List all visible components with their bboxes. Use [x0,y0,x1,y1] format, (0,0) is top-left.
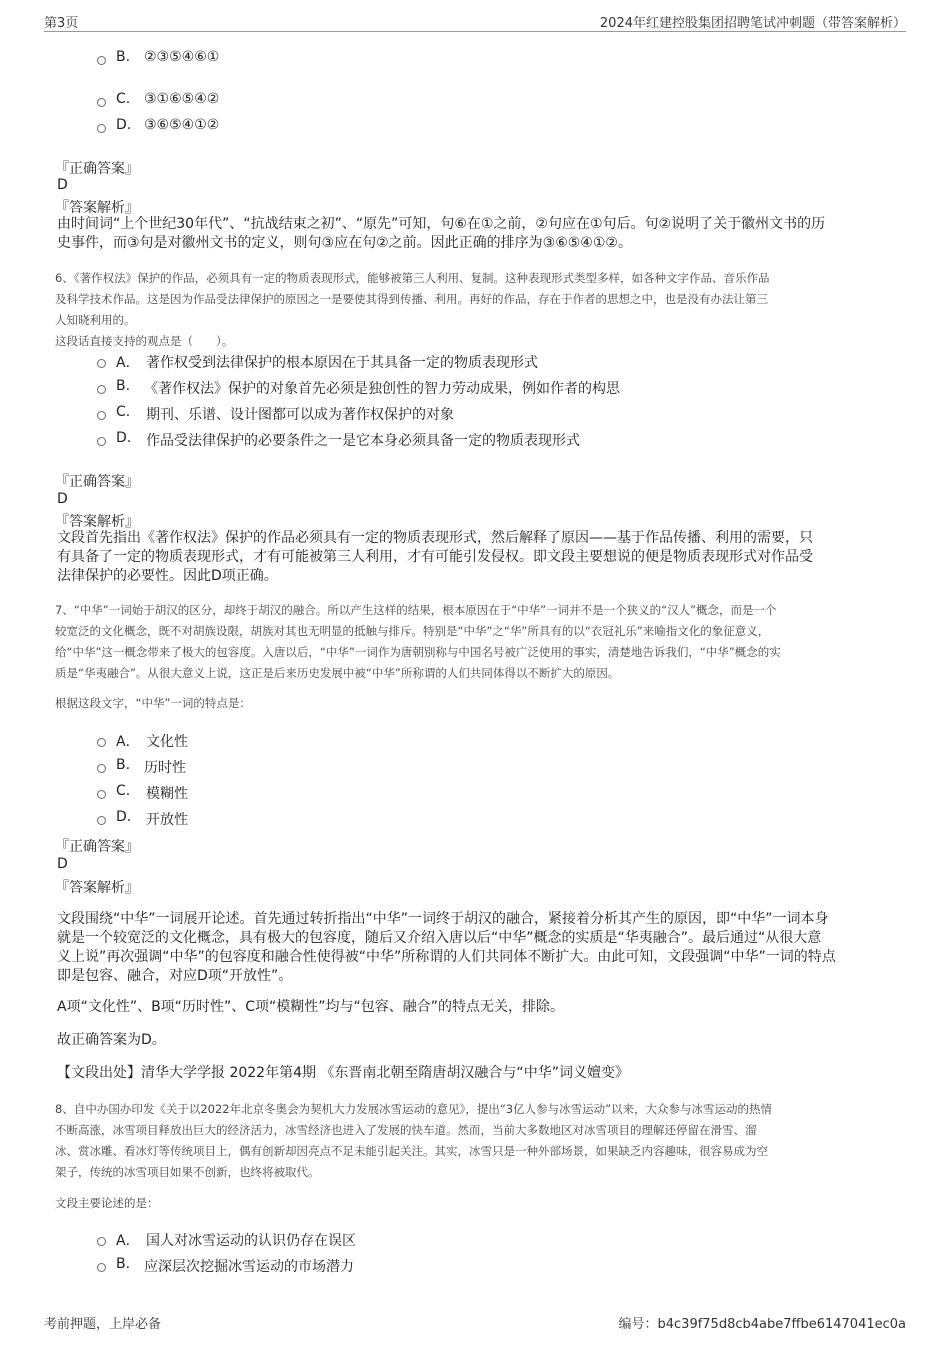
stem-line: 人知晓利用的。 [55,313,136,327]
analysis-label: 『答案解析』 [55,880,139,896]
q8-question: 文段主要论述的是： [55,1196,159,1210]
q8-stem [55,1099,772,1183]
radio-icon[interactable] [97,98,106,107]
option-text: 模糊性 [146,786,188,802]
footer-slogan: 考前押题，上岸必备 [44,1317,162,1332]
analysis-line: 史事件，而③句是对徽州文书的定义，则句③应在句②之前。因此正确的排序为③⑥⑤④①②。 [57,235,632,251]
analysis-line: 由时间词“上个世纪30年代”、“抗战结束之初”、“原先”可知，句⑥在①之前，②句应在①句后。句②说明了关于徽州文书的历 [57,216,826,232]
stem-line: 质是“华夷融合”。从很大意义上说，这正是后来历史发展中被“中华”所称谓的人们共同体得以不断扩大的原因。 [55,666,620,680]
option-letter: B. [116,49,131,65]
option-text: 应深层次挖掘冰雪运动的市场潜力 [144,1259,354,1275]
exclude-note: A项“文化性”、B项“历时性”、C项“模糊性”均与“包容、融合”的特点无关，排除。 [57,999,564,1015]
analysis-text [57,910,836,986]
q7-stem [55,600,781,684]
radio-icon[interactable] [97,1237,106,1246]
analysis-line: 就是一个较宽泛的文化概念，具有极大的包容度，随后又介绍入唐以后“中华”概念的实质是“华夷融合”。最后通过“从很大意 [57,930,822,946]
option-text: ③⑥⑤④①② [144,117,220,133]
option-text: ②③⑤④⑥① [144,49,220,65]
analysis-line: 法律保护的必要性。因此D项正确。 [57,568,278,584]
option-text: 开放性 [146,812,188,828]
stem-line: 7、“中华”一词始于胡汉的区分，却终于胡汉的融合。所以产生这样的结果，根本原因在于“中华”一词并不是一个狭义的“汉人”概念，而是一个 [55,603,777,617]
radio-icon[interactable] [97,359,106,368]
option-letter: C. [116,404,131,420]
q6-stem [55,268,770,352]
document-title: 2024年红建控股集团招聘笔试冲刺题（带答案解析） [599,16,906,31]
radio-icon[interactable] [97,738,106,747]
stem-line: 冰、赏冰雕、看冰灯等传统项目上，偶有创新却因亮点不足未能引起关注。其实，冰雪只是一种外部场景，如果缺乏内容趣味，很容易成为空 [55,1144,768,1158]
radio-icon[interactable] [97,411,106,420]
answer-label: 『正确答案』 [55,839,139,855]
analysis-line: 文段围绕“中华”一词展开论述。首先通过转折指出“中华”一词终于胡汉的融合，紧接着分析其产生的原因，即“中华”一词本身 [57,911,829,927]
analysis-line: 文段首先指出《著作权法》保护的作品必须具有一定的物质表现形式，然后解释了原因——基于作品传播、利用的需要，只 [57,530,813,546]
analysis-label: 『答案解析』 [55,514,139,530]
stem-line: 这段话直接支持的观点是（ ）。 [55,334,234,348]
option-text: 期刊、乐谱、设计图都可以成为著作权保护的对象 [146,407,454,423]
radio-icon[interactable] [97,790,106,799]
radio-icon[interactable] [97,764,106,773]
q7-question: 根据这段文字，“中华”一词的特点是： [55,696,251,710]
radio-icon[interactable] [97,1263,106,1272]
analysis-line: 即是包容、融合，对应D项“开放性”。 [57,968,293,984]
option-letter: B. [116,1256,131,1272]
option-text: 历时性 [144,760,186,776]
analysis-text [57,215,825,253]
source-citation: 【文段出处】清华大学学报 2022年第4期 《东晋南北朝至隋唐胡汉融合与“中华”词义嬗变》 [57,1065,629,1081]
stem-line: 及科学技术作品。这是因为作品受法律保护的原因之一是要使其得到传播、利用。再好的作品，存在于作者的思想之中，也是没有办法让第三 [55,292,768,306]
option-letter: C. [116,91,131,107]
option-letter: C. [116,783,131,799]
stem-line: 6、《著作权法》保护的作品，必须具有一定的物质表现形式，能够被第三人利用、复制。这种表现形式类型多样，如各种文字作品、音乐作品 [55,271,770,285]
analysis-line: 有具备了一定的物质表现形式，才有可能被第三人利用，才有可能引发侵权。即文段主要想说的便是物质表现形式对作品受 [57,549,813,565]
answer-label: 『正确答案』 [55,161,139,177]
radio-icon[interactable] [97,385,106,394]
stem-line: 给“中华”这一概念带来了极大的包容度。入唐以后，“中华”一词作为唐朝别称与中国名号被广泛使用的事实，清楚地告诉我们，“中华”概念的实 [55,645,781,659]
stem-line: 8、自中办国办印发《关于以2022年北京冬奥会为契机大力发展冰雪运动的意见》，提出“3亿人参与冰雪运动”以来，大众参与冰雪运动的热情 [55,1102,773,1116]
option-letter: B. [116,757,131,773]
answer-label: 『正确答案』 [55,474,139,490]
option-text: 作品受法律保护的必要条件之一是它本身必须具备一定的物质表现形式 [146,433,580,449]
option-letter: A． [116,355,140,371]
option-text: 国人对冰雪运动的认识仍存在误区 [146,1233,356,1249]
option-text: ③①⑥⑤④② [144,91,220,107]
document-id: 编号：b4c39f75d8cb4abe7ffbe6147041ec0a [618,1317,906,1332]
option-letter: D. [116,809,132,825]
stem-line: 架子，传统的冰雪项目如果不创新，也终将被取代。 [55,1165,320,1179]
radio-icon[interactable] [97,437,106,446]
radio-icon[interactable] [97,816,106,825]
option-letter: A． [116,734,140,750]
option-text: 文化性 [146,734,188,750]
answer-value: D [57,177,68,193]
option-text: 《著作权法》保护的对象首先必须是独创性的智力劳动成果，例如作者的构思 [144,381,620,397]
option-letter: D. [116,430,132,446]
stem-line: 不断高涨，冰雪项目释放出巨大的经济活力，冰雪经济也进入了发展的快车道。然而，当前大多数地区对冰雪项目的理解还停留在滑雪、溜 [55,1123,757,1137]
option-letter: A． [116,1233,140,1249]
analysis-label: 『答案解析』 [55,200,139,216]
stem-line: 较宽泛的文化概念，既不对胡族设限，胡族对其也无明显的抵触与排斥。特别是“中华”之“华”所具有的以“衣冠礼乐”来喻指文化的象征意义， [55,624,770,638]
radio-icon[interactable] [97,124,106,133]
header-divider [44,31,906,32]
page-number: 第3页 [44,16,79,31]
radio-icon[interactable] [97,56,106,65]
option-letter: B. [116,378,131,394]
answer-value: D [57,491,68,507]
answer-value: D [57,856,68,872]
conclusion: 故正确答案为D。 [57,1032,166,1048]
option-text: 著作权受到法律保护的根本原因在于其具备一定的物质表现形式 [146,355,538,371]
option-letter: D. [116,117,132,133]
analysis-line: 义上说”再次强调“中华”的包容度和融合性使得被“中华”所称谓的人们共同体不断扩大。由此可知，文段强调“中华”一词的特点 [57,949,836,965]
analysis-text [57,529,813,586]
